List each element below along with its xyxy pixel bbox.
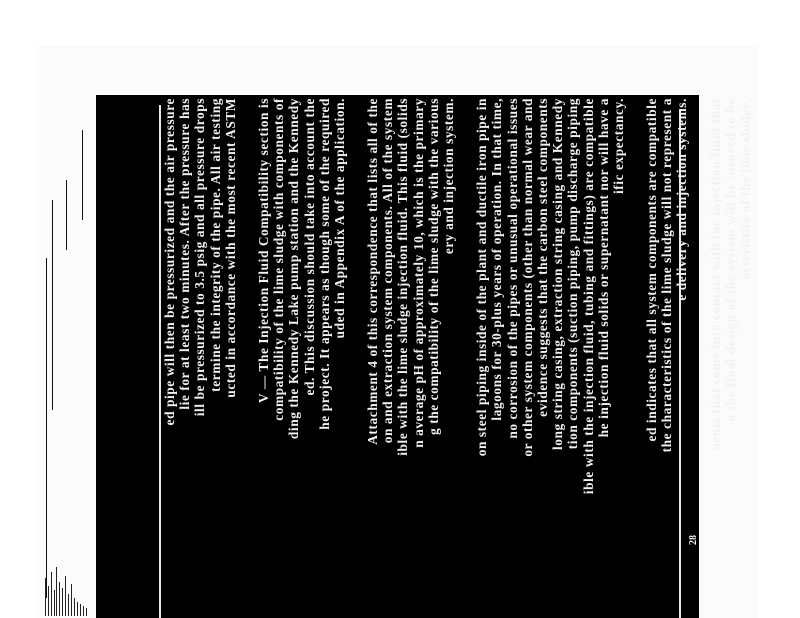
text-line: evidence suggests that the carbon steel components — [534, 98, 550, 417]
text-line: ed indicates that all system components are compatible — [644, 98, 660, 442]
text-line: ed. This discussion should take into account the — [301, 98, 317, 396]
text-line: ific expectancy. — [610, 98, 626, 195]
document-page — [96, 95, 753, 618]
page-number-label: 28 — [688, 535, 699, 545]
text-line: Attachment 4 of this correspondence that lists all of the — [365, 98, 381, 445]
text-line: g the compatibility of the lime sludge with the various — [425, 98, 441, 435]
text-line: tion components (suction piping, pump discharge piping — [565, 98, 581, 450]
text-line: on steel piping inside of the plant and ductile iron pipe in — [474, 98, 490, 457]
paragraph — [162, 98, 238, 618]
text-line: nents that come into contact with the injection fluid that — [707, 98, 723, 451]
text-line: ucted in accordance with the most recent ASTM — [222, 98, 238, 398]
text-line: ery and injection system. — [441, 98, 456, 255]
page-number — [688, 505, 704, 545]
margin-rule-left — [159, 105, 161, 618]
text-line: or other system components (other than normal wear and — [519, 98, 535, 457]
paragraph — [256, 98, 347, 618]
text-line: no corrosion of the pipes or unusual operational issues — [504, 98, 520, 439]
text-line: ed pipe will then be pressurized and the air pressure — [162, 98, 177, 426]
text-line: lie for at least two minutes. After the pressure has — [177, 98, 193, 410]
paragraph — [365, 98, 456, 618]
text-line: long string casing, extraction string casing and Kennedy — [550, 98, 566, 451]
text-line: he injection fluid solids or supernatant nor will have a — [595, 98, 611, 438]
paragraph — [474, 98, 626, 618]
text-line: V — The Injection Fluid Compatibility section is — [255, 98, 271, 403]
paragraph — [644, 98, 690, 618]
text-line: ill be pressurized to 3.5 psig and all pressure drops — [192, 98, 208, 417]
text-line: uded in Appendix A of the application. — [331, 98, 347, 339]
text-line: ding the Kennedy Lake pump station and the Kennedy — [286, 98, 302, 440]
text-line: ible with the injection fluid, tubing and fittings) are compatible — [580, 98, 596, 495]
text-line: compatibility of the lime sludge with components of — [271, 98, 287, 421]
scan-artifact-barcode — [43, 567, 88, 616]
text-line: ible with the lime sludge injection fluid. This fluid (solids — [395, 98, 411, 456]
paragraph — [708, 98, 754, 618]
text-line: lagoons for 30-plus years of operation. In that time, — [489, 98, 505, 421]
text-line: on and extraction system components. All of the system — [380, 98, 396, 444]
text-line: the characteristics of the lime sludge will not represent a — [659, 98, 675, 453]
text-line: he project. It appears as though some of the required — [316, 98, 332, 430]
text-line: e delivery and injection systems. — [674, 98, 690, 301]
text-line: n average pH of approximately 10, which is the primary — [410, 98, 426, 448]
text-line: o the final design of the system will be insured to be — [722, 98, 738, 422]
text-line: termine the integrity of the pipe. All air testing — [207, 98, 223, 392]
text-line: acteristics of the lime sludge. — [738, 98, 753, 280]
